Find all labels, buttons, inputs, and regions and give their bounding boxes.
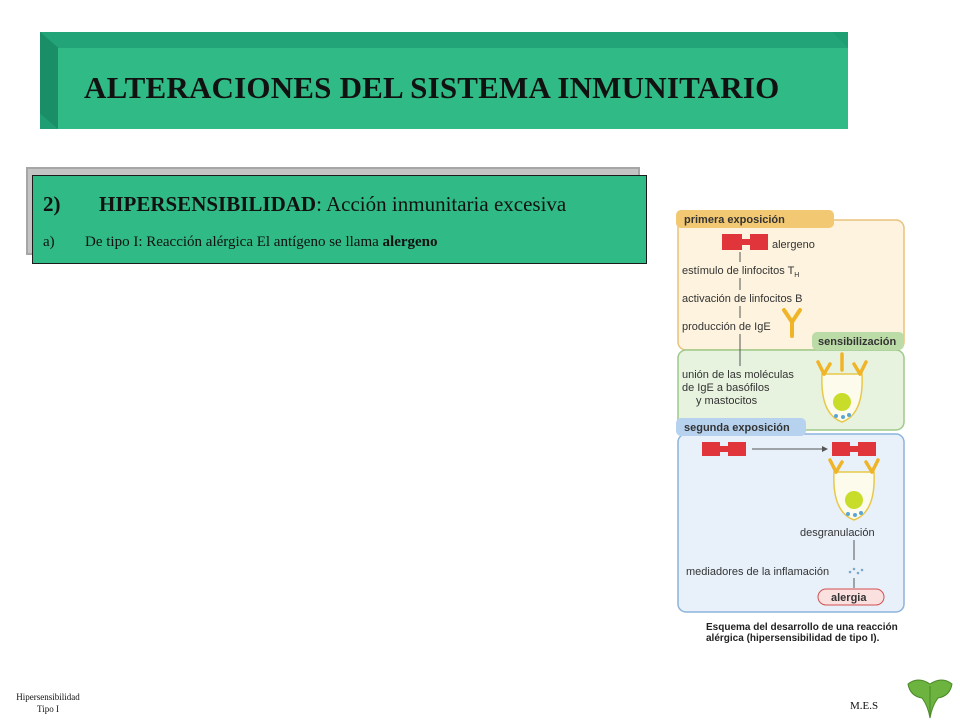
- figure-caption: [706, 622, 906, 644]
- th-stimulus-text: estímulo de linfocitos T: [682, 265, 795, 277]
- allergy-diagram: [672, 206, 912, 662]
- sensitization-label: sensibilización: [818, 336, 897, 348]
- second-exposure-panel: [678, 434, 904, 612]
- footer-author: M.E.S: [850, 700, 879, 712]
- th-subscript: H: [794, 272, 800, 279]
- heading-number: 2): [43, 192, 61, 216]
- footer-topic-line-1: Hipersensibilidad: [16, 692, 80, 702]
- union-line-2: de IgE a basófilos: [682, 382, 770, 394]
- first-exposure-label: primera exposición: [684, 214, 785, 226]
- hypersensitivity-heading: [43, 192, 566, 217]
- second-exposure-label: segunda exposición: [684, 422, 790, 434]
- ginkgo-leaf-icon: [900, 672, 960, 720]
- union-line-1: unión de las moléculas: [682, 369, 794, 381]
- mediators-label: mediadores de la inflamación: [686, 566, 830, 578]
- th-stimulus-label: [682, 265, 799, 279]
- allergy-diagram-svg: [672, 206, 912, 616]
- page-title: ALTERACIONES DEL SISTEMA INMUNITARIO: [84, 70, 780, 105]
- allergy-label: alergia: [831, 592, 867, 604]
- b-activation-label: activación de linfocitos B: [682, 293, 803, 305]
- union-line-3: y mastocitos: [696, 395, 758, 407]
- heading-term: HIPERSENSIBILIDAD: [99, 192, 317, 216]
- allergen-term: alergeno: [382, 234, 438, 250]
- heading-definition: : Acción inmunitaria excesiva: [316, 192, 567, 216]
- degranulation-label: desgranulación: [800, 527, 875, 539]
- sub-text: De tipo I: Reacción alérgica El antígeno se llama: [85, 234, 383, 250]
- caption-line-2: alérgica (hipersensibilidad de tipo I).: [706, 633, 880, 644]
- title-banner-top-bevel: [40, 32, 848, 48]
- footer-topic-line-2: Tipo I: [37, 704, 59, 714]
- allergen-label: alergeno: [772, 239, 815, 251]
- ige-production-label: producción de IgE: [682, 321, 771, 333]
- title-banner-left-bevel: [40, 32, 58, 129]
- type-one-line: [43, 234, 438, 251]
- caption-line-1: Esquema del desarrollo de una reacción: [706, 622, 898, 633]
- content-box: [32, 175, 647, 264]
- sub-letter: a): [43, 234, 55, 250]
- footer-topic: [6, 691, 90, 715]
